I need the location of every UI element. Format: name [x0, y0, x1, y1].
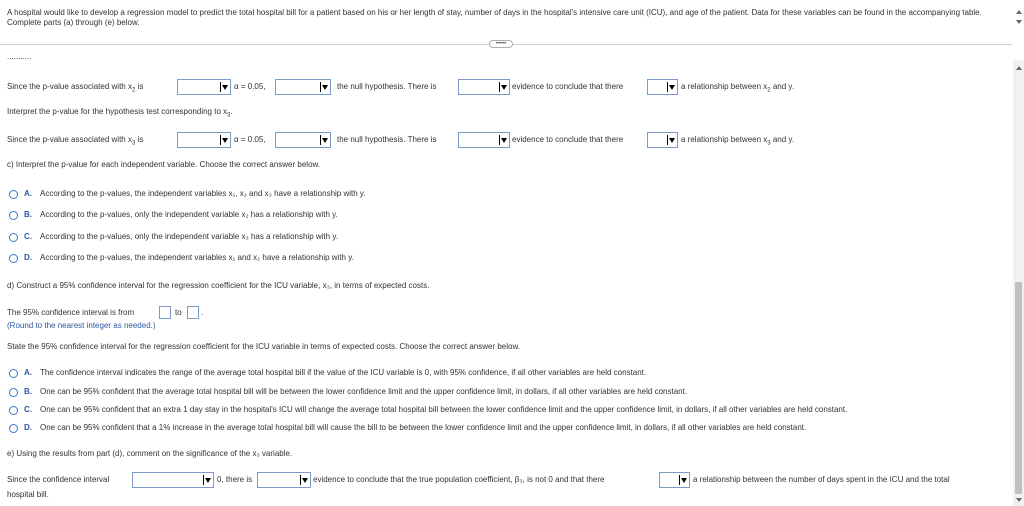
option-letter: D.	[24, 423, 32, 432]
radio-button[interactable]	[9, 254, 18, 263]
chevron-down-icon	[320, 135, 329, 145]
relationship-text: a relationship between x	[681, 135, 768, 144]
chevron-down-icon	[667, 82, 676, 92]
chevron-down-icon	[499, 135, 508, 145]
question-x2	[7, 79, 1007, 95]
scrollbar[interactable]	[1013, 60, 1024, 506]
option-text: According to the p-values, the independent variables x₁ and x₂ have a relationship with y.	[40, 253, 354, 262]
clipped-text: ...........	[7, 52, 32, 61]
zero-there-is-text: 0, there is	[217, 475, 253, 484]
chevron-down-icon	[499, 82, 508, 92]
null-hypothesis-text: the null hypothesis. There is	[337, 135, 437, 144]
option-text: One can be 95% confident that the average total hospital bill will be between the lower confidence limit and the upper confidence limit, in dollars, if all other variables are held constant.	[40, 387, 688, 396]
ci-lower-input[interactable]	[159, 306, 171, 319]
radio-button[interactable]	[9, 406, 18, 415]
ci-label: The 95% confidence interval is from	[7, 308, 135, 317]
evidence-text: evidence to conclude that there	[512, 82, 624, 91]
option-letter: C.	[24, 232, 32, 241]
chevron-down-icon	[203, 475, 212, 485]
relationship-dropdown-x2[interactable]	[647, 79, 678, 95]
part-e-label: e) Using the results from part (d), comment on the significance of the x₃ variable.	[7, 449, 293, 458]
option-text: According to the p-values, the independent variables x₁, x₂ and x₃ have a relationship with y.	[40, 189, 366, 198]
radio-button[interactable]	[9, 190, 18, 199]
option-text: According to the p-values, only the independent variable x₃ has a relationship with y.	[40, 232, 338, 241]
top-scrollbar[interactable]	[1014, 4, 1023, 34]
scroll-up-icon[interactable]	[1016, 10, 1022, 14]
option-letter: B.	[24, 210, 32, 219]
ci-upper-input[interactable]	[187, 306, 199, 319]
relationship-text: a relationship between x	[681, 82, 768, 91]
option-letter: C.	[24, 405, 32, 414]
question-x3	[7, 132, 1007, 148]
alpha-text: α = 0.05,	[234, 82, 266, 91]
problem-intro: A hospital would like to develop a regression model to predict the total hospital bill for a patient based on his or her length of stay, number of days in the hospital's intensive care unit (ICU), and age of the patient. Data for these variables can be found in the accompanying table. Complete parts (a) through (e) below.	[7, 8, 982, 27]
radio-button[interactable]	[9, 369, 18, 378]
rounding-hint: (Round to the nearest integer as needed.)	[7, 321, 156, 330]
option-letter: D.	[24, 253, 32, 262]
scroll-up-icon[interactable]	[1016, 66, 1022, 70]
radio-button[interactable]	[9, 388, 18, 397]
option-text: The confidence interval indicates the range of the average total hospital bill if the value of the ICU variable is 0, with 95% confidence, if all other variables are held constant.	[40, 368, 647, 377]
part-c-label: c) Interpret the p-value for each independent variable. Choose the correct answer below.	[7, 160, 321, 169]
part-e-answer	[7, 472, 1007, 488]
relationship-end: and y.	[770, 135, 795, 144]
evidence-dropdown-x2[interactable]	[458, 79, 510, 95]
pvalue-compare-dropdown-x3[interactable]	[177, 132, 231, 148]
subscript: 3	[767, 140, 771, 147]
chevron-down-icon	[220, 82, 229, 92]
option-letter: B.	[24, 387, 32, 396]
reject-dropdown-x3[interactable]	[275, 132, 331, 148]
ci-to: to	[175, 308, 182, 317]
option-text: According to the p-values, only the independent variable x₂ has a relationship with y.	[40, 210, 338, 219]
reject-dropdown-x2[interactable]	[275, 79, 331, 95]
relationship-text: a relationship between the number of days spent in the ICU and the total	[693, 475, 950, 484]
relationship-dropdown-e[interactable]	[659, 472, 690, 488]
chevron-down-icon	[320, 82, 329, 92]
option-text: One can be 95% confident that a 1% increase in the average total hospital bill will cause the bill to be between the lower confidence limit and the upper confidence limit, in dollars, if all other variables are held constant.	[40, 423, 807, 432]
ci-end: .	[201, 308, 204, 317]
ci-contains-dropdown[interactable]	[132, 472, 214, 488]
radio-button[interactable]	[9, 233, 18, 242]
scrollbar-thumb[interactable]	[1015, 282, 1022, 494]
part-d-label: d) Construct a 95% confidence interval for the regression coefficient for the ICU variable, x₃, in terms of expected costs.	[7, 281, 430, 290]
part-e-end: hospital bill.	[7, 490, 49, 499]
evidence-text: evidence to conclude that there	[512, 135, 624, 144]
subscript: 2	[767, 87, 771, 94]
subscript: 2	[131, 87, 136, 94]
scroll-down-icon[interactable]	[1016, 498, 1022, 502]
question-x3-label: Since the p-value associated with x	[7, 135, 132, 144]
chevron-down-icon	[667, 135, 676, 145]
interpret-x3-label: Interpret the p-value for the hypothesis test corresponding to x	[7, 107, 228, 116]
part-d-state: State the 95% confidence interval for the regression coefficient for the ICU variable in terms of expected costs. Choose the correct answer below.	[7, 342, 521, 351]
subscript: 3	[131, 140, 136, 147]
chevron-down-icon	[300, 475, 309, 485]
since-ci-text: Since the confidence interval	[7, 475, 110, 484]
chevron-down-icon	[679, 475, 688, 485]
relationship-dropdown-x3[interactable]	[647, 132, 678, 148]
period: .	[230, 107, 233, 116]
subscript: 3	[227, 112, 231, 119]
radio-button[interactable]	[9, 211, 18, 220]
alpha-text: α = 0.05,	[234, 135, 266, 144]
radio-button[interactable]	[9, 424, 18, 433]
pvalue-compare-dropdown-x2[interactable]	[177, 79, 231, 95]
chevron-down-icon	[220, 135, 229, 145]
null-hypothesis-text: the null hypothesis. There is	[337, 82, 437, 91]
is-text: is	[135, 82, 144, 91]
evidence-dropdown-e[interactable]	[257, 472, 311, 488]
relationship-end: and y.	[770, 82, 795, 91]
is-text: is	[135, 135, 144, 144]
evidence-text: evidence to conclude that the true population coefficient, β₃, is not 0 and that there	[313, 475, 605, 484]
scroll-down-icon[interactable]	[1016, 20, 1022, 24]
option-letter: A.	[24, 189, 32, 198]
evidence-dropdown-x3[interactable]	[458, 132, 510, 148]
option-text: One can be 95% confident that an extra 1 day stay in the hospital's ICU will change the average total hospital bill between the lower confidence limit and the upper confidence limit, in dollars, if all other variables are held constant.	[40, 405, 848, 414]
question-x2-label: Since the p-value associated with x	[7, 82, 132, 91]
option-letter: A.	[24, 368, 32, 377]
collapse-handle[interactable]: •••••	[489, 40, 513, 48]
